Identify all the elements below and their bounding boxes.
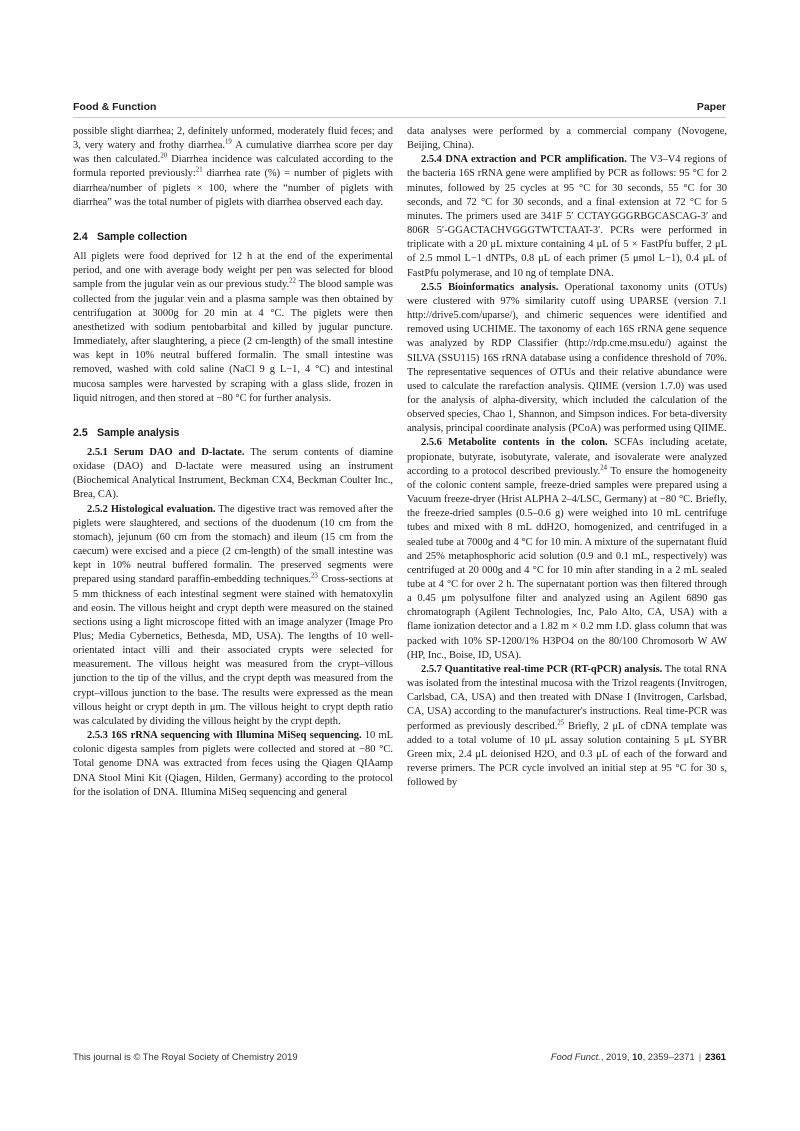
subsection-title: 2.5.7 Quantitative real-time PCR (RT-qPCR) analysis. [421, 663, 663, 675]
citation-ref: 25 [557, 719, 565, 727]
paragraph-2-5-4: 2.5.4 DNA extraction and PCR amplification. The V3–V4 regions of the bacteria 16S rRNA gene were amplified by PCR as follows: 95 °C for 2 minutes, followed by 25 cycles at 95 °C for 30 seconds, 55 °C for 30 seconds, and 72 °C for 30 seconds, and a final extension at 72 °C for 5 minutes. The primers used are 341F 5′ CCTAYGGGRBGCASCAG-3′ and 806R 5′-GGACTACHVGGGTWTCTAAT-3′. PCRs were performed in triplicate with a 20 μL mixture containing 4 μL of 5 × FastPfu buffer, 2 μL of 2.5 mmol L−1 dNTPs, 0.8 μL of each primer (5 μmol L−1), 0.4 μL of FastPfu polymerase, and 10 ng of template DNA. [407, 154, 727, 279]
paragraph-2-5-6: 2.5.6 Metabolite contents in the colon. SCFAs including acetate, propionate, butyrate, isobutyrate, valerate, and isovalerate were analyzed according to a protocol described previously.$^{24}$ To ensure the homogeneity of the colonic content sample, freeze-dried samples were prepared using a Vacuum freeze-dryer (Hrist ALPHA 2–4/LSC, Germany) at −80 °C. Briefly, the freeze-dried samples (0.5–0.6 g) were weighed into 10 mL centrifuge tubes and mixed with 8 mL ddH2O, homogenized, and centrifuged in a sealed tube at 7000g and 4 °C for 10 min. A mixture of the supernatant fluid and 25% metaphosphoric acid solution (0.9 and 0.1 mL, respectively) was centrifuged at 20 000g and 4 °C for 10 min after standing in a 2 mL sealed tube at 4 °C for over 2 h. The supernatant portion was then filtered through a 0.45 μm polysulfone filter and analyzed using an Agilent 6890 gas chromatograph (Agilent Technologies, Inc, Palo Alto, CA, USA) with a flame ionization detector and a 1.82 m × 0.2 mm I.D. glass column that was packed with 10% SP-1200/1% H3PO4 on the 80/100 Chromosorb W AW (HP, Inc., Boise, ID, USA). [407, 437, 727, 661]
subsection-title: 2.5.4 DNA extraction and PCR amplification. [421, 154, 627, 166]
running-header-section: Paper [696, 101, 726, 113]
paragraph-2-5-1: 2.5.1 Serum DAO and D-lactate. The serum contents of diamine oxidase (DAO) and D-lactate were measured using an instrument (Biochemical Analytical Instrument, Beckman CX4, Beckman Coulter Inc., Brea, CA). [73, 446, 393, 501]
citation-ref: 24 [600, 464, 607, 472]
paragraph-sample-collection: All piglets were food deprived for 12 h at the end of the experimental period, and one with average body weight per pen was selected for blood sample from the jugular vein as our previous study.$^{22}$ The blood sample was collected from the jugular vein and a plasma sample was then obtained by centrifugation at 3000g for 20 min at 4 °C. The piglets were then anesthetized with sodium pentobarbital and killed by jugular puncture. Immediately, after slaughtering, a piece (2 cm-length) of the small intestine was kept in 10% neutral buffered formalin. The small intestine was removed, washed with cold saline (NaCl 9 g L−1, 4 °C) and intestinal mucosa samples were harvested by scraping with a glass slide, frozen in liquid nitrogen, and then stored at −80 °C for further analysis. [73, 251, 393, 404]
left-column [73, 125, 393, 800]
paragraph-diarrhea-score: possible slight diarrhea; 2, definitely unformed, moderately fluid feces; and 3, very watery and frothy diarrhea.$^{19}$ A cumulative diarrhea score per day was then calculated.$^{20}$ Diarrhea incidence was calculated according to the formula reported previously:$^{21}$ diarrhea rate (%) = number of piglets with diarrhea/number of piglets × 100, where the “number of piglets with diarrhea” was the total number of piglets with diarrhea observed each day. [73, 126, 393, 208]
subsection-title: 2.5.5 Bioinformatics analysis. [421, 281, 559, 293]
paragraph-2-5-5: 2.5.5 Bioinformatics analysis. Operational taxonomy units (OTUs) were clustered with 97% similarity cutoff using UPARSE (version 7.1 http://drive5.com/uparse/), and chimeric sequences were identified and removed using UCHIME. The taxonomy of each 16S rRNA gene sequence was analyzed by RDP Classifier (http://rdp.cme.msu.edu/) against the SILVA (SSU115) 16S rRNA database using a confidence threshold of 70%. The representative sequences of OTUs and their relative abundance were used to calculate the rarefaction analysis. QIIME (version 1.7.0) was used for the analysis of alpha-diversity, which included the calculation of the observed species, Chao 1, Shannon, and Simpson indices. For beta-diversity analysis, principal coordinate analysis (PCoA) was performed using QIIME. [407, 281, 727, 435]
right-column [407, 125, 727, 790]
footer-copyright: This journal is © The Royal Society of Chemistry 2019 [73, 1051, 298, 1062]
footer-separator: | [698, 1051, 702, 1062]
subsection-title: 2.5.6 Metabolite contents in the colon. [421, 437, 608, 449]
citation-ref: 23 [311, 572, 318, 580]
paragraph-2-5-2: 2.5.2 Histological evaluation. The digestive tract was removed after the piglets were slaughtered, and sections of the duodenum (10 cm from the stomach), jejunum (60 cm from the stomach) and ileum (15 cm from the caecum) were excised and a piece (2 cm-length) of the small intestine was kept in 10% neutral buffered formalin. The preserved segments were prepared using standard paraffin-embedding techniques.$^{23}$ Cross-sections at 5 mm thickness of each intestinal segment were stained with hematoxylin and eosin. The villous height and crypt depth were measured on the stained sections using a light microscope fitted with an image analyzer (Image Pro Plus; Media Cybernetics, Bethesda, MD, USA). The lengths of 10 well-orientated intact villi and their associated crypts were selected for measurement. The villous height was measured from the crypt–villous junction to the tip of the villus, and the crypt depth was measured from the crypt–villous junction to the base. The results were expressed as the mean villous height or crypt depth in μm. The villous height to crypt depth ratio was calculated by dividing the villous height by the crypt depth. [73, 503, 393, 727]
subsection-title: 2.5.2 Histological evaluation. [87, 503, 216, 515]
section-heading-2-5: 2.5 Sample analysis [73, 426, 180, 439]
paragraph-continued: data analyses were performed by a commercial company (Novogene, Beijing, China). [407, 126, 727, 152]
citation-ref: 22 [289, 277, 296, 285]
footer-citation: Food Funct., 2019, 10, 2359–2371 | 2361 [550, 1051, 726, 1062]
header-divider [73, 117, 726, 118]
citation-ref: 20 [160, 152, 168, 160]
section-heading-2-4: 2.4 Sample collection [73, 230, 188, 243]
subsection-title: 2.5.1 Serum DAO and D-lactate. [87, 446, 245, 458]
citation-journal: Food Funct. [550, 1051, 601, 1062]
paragraph-2-5-7: 2.5.7 Quantitative real-time PCR (RT-qPCR) analysis. The total RNA was isolated from the intestinal mucosa with the Trizol reagents (Invitrogen, Carlsbad, CA, USA) and then treated with DNase I (Invitrogen, Carlsbad, CA, USA) according to the manufacturer's instructions. Real time-PCR was performed as previously described.$^{25}$ Briefly, 2 μL of cDNA template was added to a total volume of 10 μL assay solution containing 5 μL SYBR Green mix, 2.4 μL deionised H2O, and 0.3 μL of each of the forward and reverse primers. The PCR cycle involved an initial step at 95 °C for 30 s, followed by [407, 663, 727, 789]
citation-ref: 19 [225, 138, 232, 146]
page-number: 2361 [705, 1051, 726, 1062]
running-header-journal: Food & Function [73, 101, 157, 113]
paragraph-2-5-3: 2.5.3 16S rRNA sequencing with Illumina MiSeq sequencing. 10 mL colonic digesta samples from piglets were collected and stored at −80 °C. Total genome DNA was extracted from feces using the Qiagen QIAamp DNA Stool Mini Kit (Qiagen, Hilden, Germany) according to the protocol for the isolation of DNA. Illumina MiSeq sequencing and general [73, 730, 393, 798]
citation-ref: 21 [195, 166, 203, 174]
citation-volume: 10 [632, 1051, 643, 1062]
subsection-title: 2.5.3 16S rRNA sequencing with Illumina MiSeq sequencing. [87, 730, 362, 742]
